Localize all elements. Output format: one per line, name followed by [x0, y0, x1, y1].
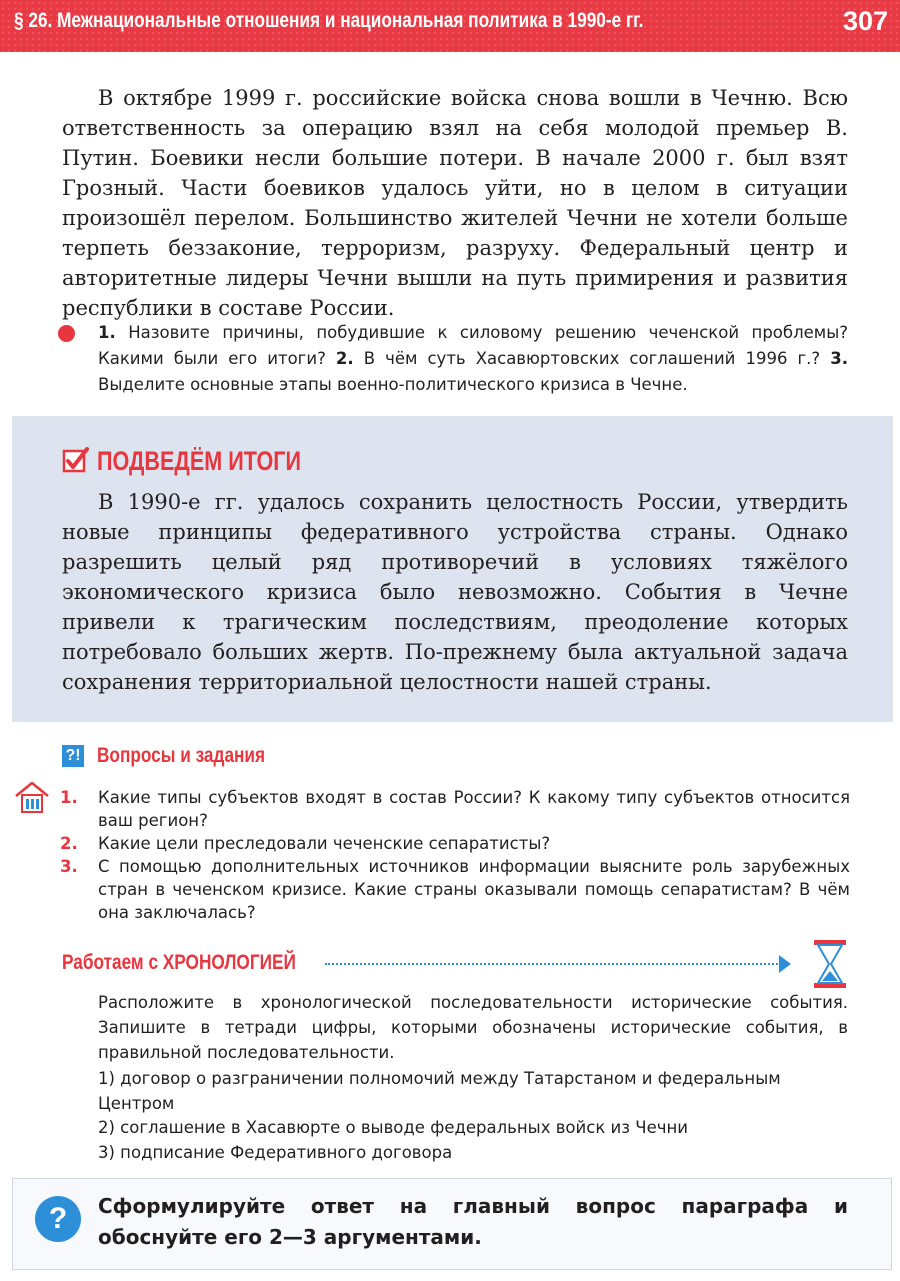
questions-list [60, 786, 850, 924]
dotted-arrow [325, 963, 785, 965]
question-number: 1. [98, 323, 116, 342]
intro-paragraph: В октябре 1999 г. российские войска снова вошли в Чечню. Всю ответственность за операцию взял на себя молодой премьер В. Путин. Боевики несли большие потери. В начале 2000 г. был взят Грозный. Части боевиков удалось уйти, но в целом в ситуации произошёл перелом. Большинство жителей Чечни не хотели больше терпеть беззаконие, терроризм, разруху. Федеральный центр и авторитетные лидеры Чечни вышли на путь примирения и развития республики в составе России. [62, 86, 848, 320]
question-exclamation-icon: ?! [62, 745, 84, 767]
item-number: 1. [60, 788, 78, 807]
question-number: 2. [335, 349, 354, 368]
item-number: 2. [60, 834, 78, 853]
question-icon: ? [35, 1196, 81, 1242]
summary-heading: ПОДВЕДЁМ ИТОГИ [97, 446, 302, 476]
question-text: Выделите основные этапы военно-политического кризиса в Чечне. [98, 375, 688, 394]
list-item [60, 786, 850, 832]
chronology-item: 1) договор о разграничении полномочий между Татарстаном и федеральным Центром [98, 1069, 781, 1113]
paragraph-questions [98, 320, 848, 398]
hourglass-icon [812, 938, 848, 990]
list-item [60, 855, 850, 924]
summary-text: В 1990-е гг. удалось сохранить целостность России, утвердить новые принципы федеративного устройства страны. Однако разрешить целый ряд противоречий в условиях тяжёлого экономического кризиса было невозможно. События в Чечне привели к трагическим последствиям, преодоление которых потребовало больших жертв. По-прежнему была актуальной задача сохранения территориальной целостности нашей страны. [62, 490, 848, 694]
question-number: 3. [830, 349, 848, 368]
item-number: 3. [60, 857, 78, 876]
chronology-item: 3) подписание Федеративного договора [98, 1143, 453, 1162]
final-task-text: Сформулируйте ответ на главный вопрос параграфа и обоснуйте его 2—3 аргументами. [98, 1194, 848, 1249]
home-task-icon [14, 780, 50, 814]
questions-heading: Вопросы и задания [97, 744, 266, 767]
item-text: Какие цели преследовали чеченские сепаратисты? [98, 834, 551, 853]
red-dot-icon [58, 325, 75, 342]
arrow-head-icon [779, 955, 791, 973]
chronology-item: 2) соглашение в Хасавюрте о выводе федеральных войск из Чечни [98, 1118, 688, 1137]
checkbox-check-icon [62, 447, 90, 475]
chapter-title: § 26. Межнациональные отношения и национальная политика в 1990-е гг. [14, 9, 644, 32]
item-text: Какие типы субъектов входят в состав России? К какому типу субъектов относится ваш регион? [98, 788, 850, 830]
page-number: 307 [842, 6, 888, 36]
list-item [60, 832, 850, 855]
chronology-intro: Расположите в хронологической последовательности исторические события. Запишите в тетради цифры, которыми обозначены исторические события, в правильной последовательности. [98, 993, 848, 1062]
question-text: Назовите причины, побудившие к силовому решению чеченской проблемы? Какими были его итоги? [98, 323, 848, 368]
item-text: С помощью дополнительных источников информации выясните роль зарубежных стран в чеченском кризисе. Какие страны оказывали помощь сепаратистам? В чём она заключалась? [98, 857, 850, 922]
chronology-heading: Работаем с ХРОНОЛОГИЕЙ [62, 951, 296, 974]
question-text: В чём суть Хасавюртовских соглашений 1996 г.? [353, 349, 831, 368]
page-header [0, 0, 900, 52]
